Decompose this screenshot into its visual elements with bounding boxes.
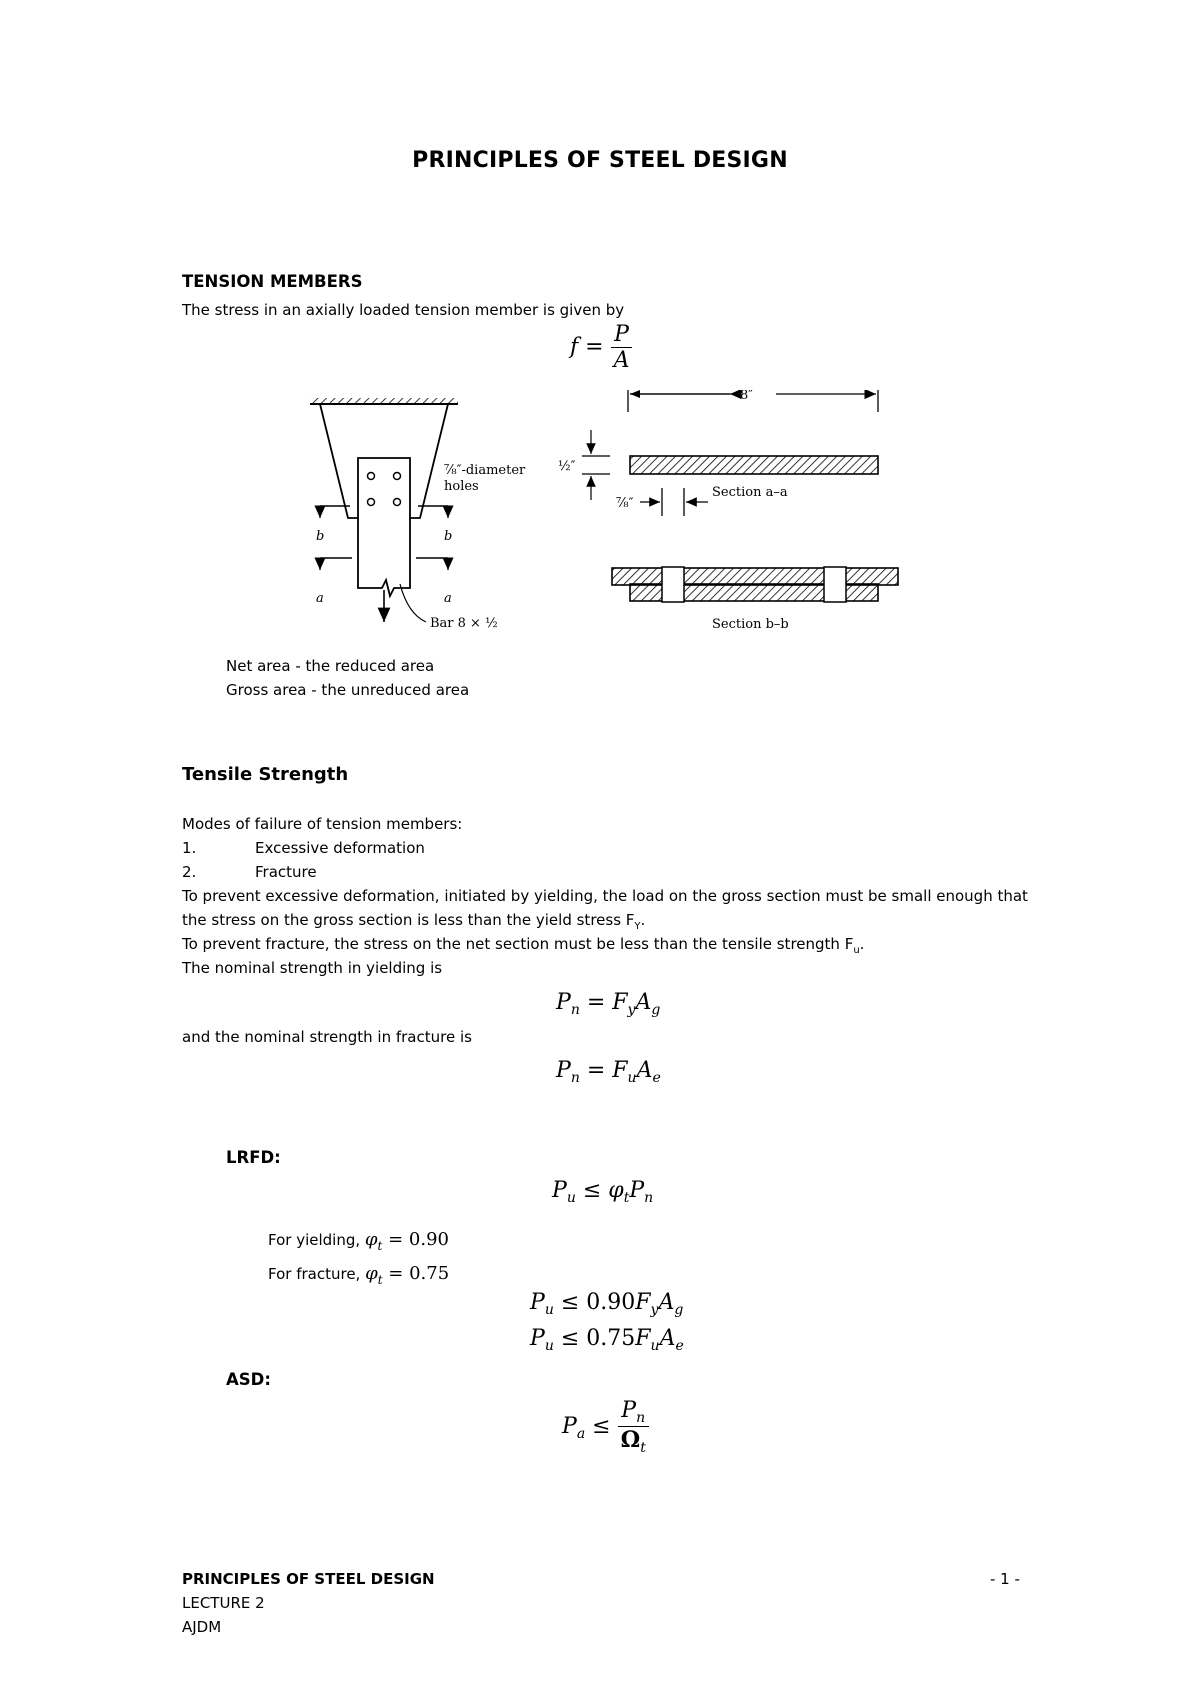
asd-heading: ASD: bbox=[226, 1370, 271, 1389]
lrfd-fracture-coef: 0.75 bbox=[586, 1326, 636, 1351]
yield-period: . bbox=[640, 911, 646, 929]
page-title: PRINCIPLES OF STEEL DESIGN bbox=[412, 148, 788, 173]
cut-label-a-left: a bbox=[316, 591, 324, 606]
formula-numerator: P bbox=[614, 322, 629, 347]
paragraph-yield-text: the stress on the gross section is less than the yield stress F bbox=[182, 911, 635, 929]
mode-number: 2. bbox=[182, 863, 197, 881]
mode-item-1 bbox=[182, 836, 425, 860]
bolt-hole-left bbox=[662, 567, 684, 602]
paragraph-yield-line1: To prevent excessive deformation, initiated by yielding, the load on the gross section must be small enough that bbox=[182, 887, 1028, 905]
fracture-subscript: u bbox=[853, 945, 860, 956]
paragraph-fracture-text: To prevent fracture, the stress on the net section must be less than the tensile strength F bbox=[182, 935, 854, 953]
phi-yield-value: 0.90 bbox=[408, 1229, 449, 1250]
asd-denominator: $\Omega_t$ bbox=[618, 1426, 649, 1456]
lrfd-fracture-design-formula: $P_u \le 0.75F_uA_e$ bbox=[530, 1326, 684, 1354]
stress-formula bbox=[570, 322, 632, 373]
lrfd-yield-coef: 0.90 bbox=[586, 1290, 636, 1315]
formula-denominator: A bbox=[611, 347, 633, 373]
section-aa-label: Section a–a bbox=[712, 485, 788, 500]
gusset-right-edge bbox=[410, 404, 448, 518]
lrfd-formula: $P_u \le \varphi_tP_n$ bbox=[552, 1178, 654, 1206]
hole-label-line1: ⅞″-diameter bbox=[444, 463, 526, 478]
section-heading-tensile-strength: Tensile Strength bbox=[182, 764, 349, 785]
page-number: - 1 - bbox=[990, 1570, 1020, 1588]
gusset-assembly bbox=[310, 398, 526, 631]
hole-label-line2: holes bbox=[444, 479, 479, 494]
gusset-left-edge bbox=[320, 404, 358, 518]
lrfd-yielding-row bbox=[268, 1228, 449, 1258]
asd-formula: $P_a$ ≤ $\frac{P_n}{\Omega_t}$ bbox=[562, 1398, 649, 1456]
phi-yield-formula: $\varphi_t = 0.90$ bbox=[364, 1229, 449, 1253]
lrfd-yield-design-formula: $P_u \le 0.90F_yA_g$ bbox=[530, 1290, 684, 1318]
phi-fracture-value: 0.75 bbox=[409, 1263, 450, 1284]
lrfd-fracture-row bbox=[268, 1262, 449, 1292]
modes-intro: Modes of failure of tension members: bbox=[182, 815, 463, 833]
dim-width-label: 8″ bbox=[740, 390, 754, 403]
phi-fracture-formula: $\varphi_t = 0.75$ bbox=[365, 1263, 450, 1287]
for-yielding-label: For yielding, bbox=[268, 1231, 361, 1249]
asd-numerator: $P_n$ bbox=[621, 1398, 646, 1426]
bar-plate bbox=[358, 458, 410, 596]
gusset-section bbox=[612, 568, 898, 585]
fracture-intro: and the nominal strength in fracture is bbox=[182, 1028, 472, 1046]
mode-text: Excessive deformation bbox=[255, 839, 425, 857]
mode-number: 1. bbox=[182, 839, 197, 857]
dim-arrowhead-left bbox=[630, 390, 640, 398]
yield-intro: The nominal strength in yielding is bbox=[182, 959, 443, 977]
section-bb bbox=[612, 488, 898, 632]
footer-author: AJDM bbox=[182, 1618, 222, 1636]
bar-leader-line bbox=[400, 584, 426, 622]
yield-formula: $P_n = F_yA_g$ bbox=[556, 990, 661, 1018]
mode-text: Fracture bbox=[255, 863, 317, 881]
fracture-formula: $P_n = F_uA_e$ bbox=[556, 1058, 661, 1086]
formula-fraction bbox=[611, 322, 633, 373]
dim-hole-label: ⅞″ bbox=[616, 496, 634, 511]
section-aa-plate bbox=[630, 456, 878, 474]
footer-lecture: LECTURE 2 bbox=[182, 1594, 265, 1612]
section-aa bbox=[558, 390, 878, 500]
cut-label-b-right: b bbox=[444, 529, 453, 544]
bolt-hole-right bbox=[824, 567, 846, 602]
cut-label-a-right: a bbox=[444, 591, 452, 606]
asd-fraction bbox=[618, 1398, 649, 1456]
section-heading-tension-members: TENSION MEMBERS bbox=[182, 272, 363, 291]
yield-subscript: Y bbox=[634, 921, 641, 932]
footer-title: PRINCIPLES OF STEEL DESIGN bbox=[182, 1570, 435, 1588]
mode-item-2 bbox=[182, 860, 317, 884]
fracture-period: . bbox=[859, 935, 865, 953]
net-area-definition: Net area - the reduced area bbox=[226, 657, 435, 675]
bar-label: Bar 8 × ½ bbox=[430, 616, 498, 631]
gross-area-definition: Gross area - the unreduced area bbox=[226, 681, 470, 699]
section-bb-label: Section b–b bbox=[712, 617, 789, 632]
intro-text: The stress in an axially loaded tension member is given by bbox=[182, 301, 625, 319]
dim-thickness-label: ½″ bbox=[558, 459, 576, 474]
cut-label-b-left: b bbox=[316, 529, 325, 544]
lrfd-heading: LRFD: bbox=[226, 1148, 281, 1167]
formula-lhs: f = bbox=[570, 334, 604, 360]
for-fracture-label: For fracture, bbox=[268, 1265, 361, 1283]
tension-member-figure bbox=[300, 390, 920, 640]
